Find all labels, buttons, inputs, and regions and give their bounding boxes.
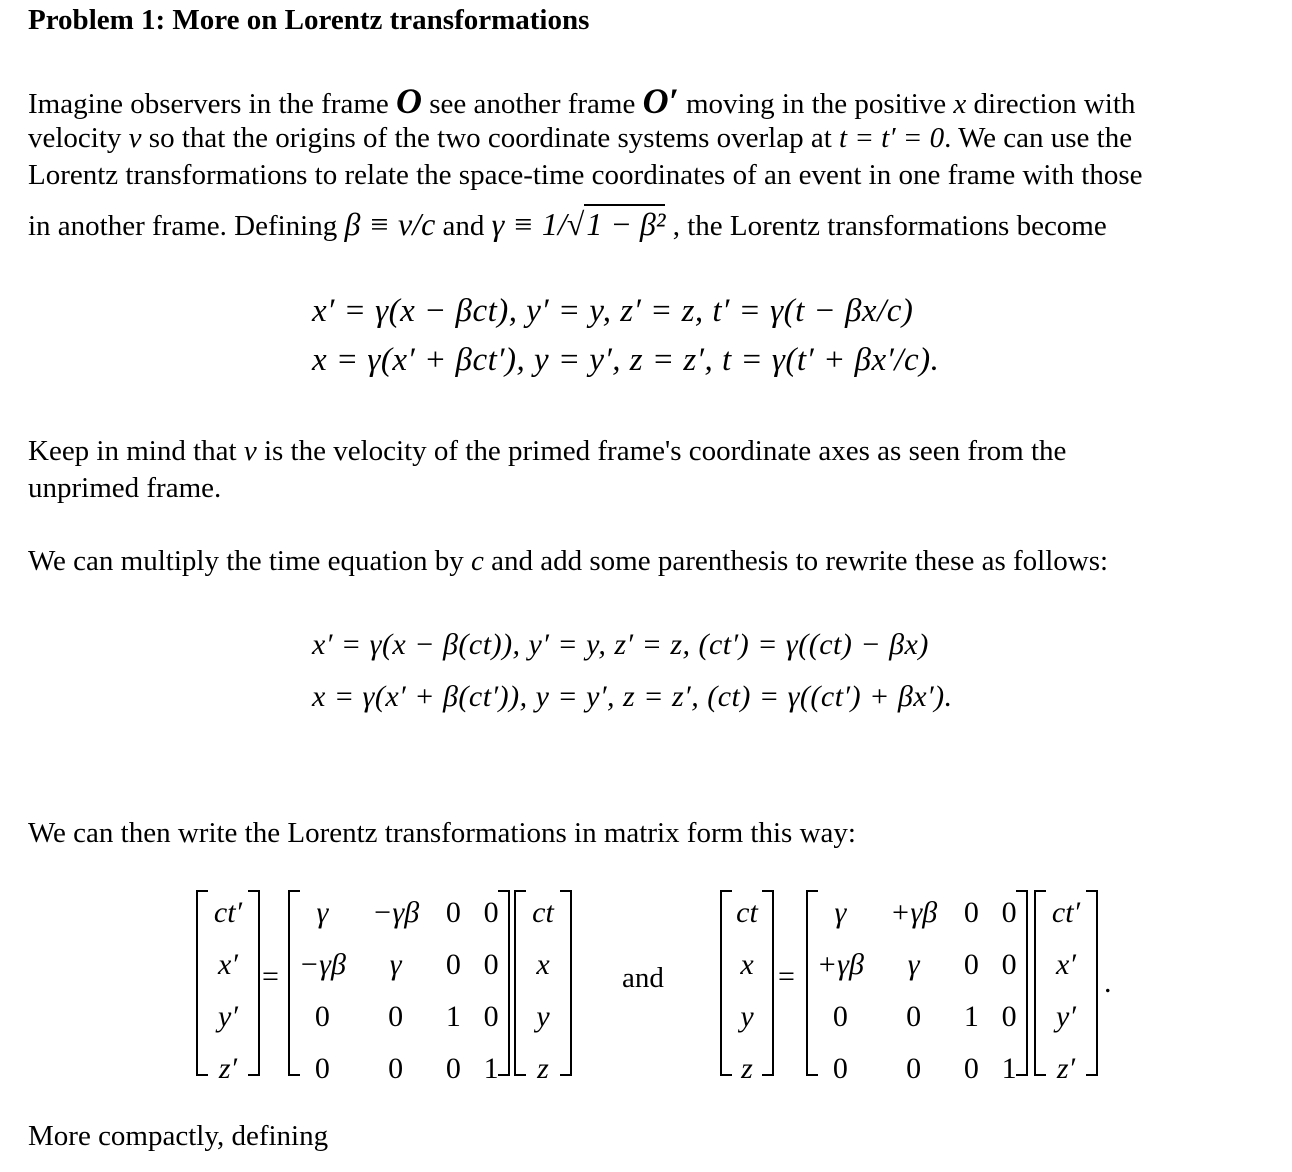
matrix-entry: γ xyxy=(316,896,329,929)
vector-entry: x xyxy=(536,948,550,981)
c-variable: c xyxy=(471,545,484,577)
frame-o-prime-symbol: O′ xyxy=(642,81,679,121)
intro-line-4 xyxy=(28,206,1107,245)
matrix-entry: 1 xyxy=(1001,1052,1017,1085)
intro-text: see another frame xyxy=(422,88,643,120)
matrix-entry: 0 xyxy=(483,948,499,981)
matrix-entry: 1 xyxy=(963,1000,979,1033)
matrix-entry: 0 xyxy=(832,1000,848,1033)
matrix-entry: 0 xyxy=(388,1000,404,1033)
intro-text: and xyxy=(435,210,492,242)
matrix-entry: −γβ xyxy=(372,896,420,929)
vector-rhs-1 xyxy=(514,890,572,1085)
keep-in-mind-line-1 xyxy=(28,433,1066,470)
matrix-entry: 0 xyxy=(906,1000,922,1033)
keep-in-mind-text: Keep in mind that xyxy=(28,435,244,467)
right-bracket xyxy=(498,890,510,1076)
closing-text: More compactly, defining xyxy=(28,1120,329,1152)
vector-rhs-2 xyxy=(1034,890,1098,1085)
vector-lhs-2 xyxy=(720,890,774,1085)
vector-entry: x′ xyxy=(1056,948,1076,981)
vector-entry: z′ xyxy=(218,1052,238,1085)
multiply-text: We can multiply the time equation by xyxy=(28,545,472,577)
matrix-entry: 1 xyxy=(445,1000,461,1033)
intro-text: Imagine observers in the frame xyxy=(28,88,396,120)
matrix-entry: −γβ xyxy=(298,948,346,981)
matrix-entry: 0 xyxy=(445,896,461,929)
vector-entry: ct xyxy=(736,896,758,929)
vector-entry: z′ xyxy=(1056,1052,1076,1085)
problem-title: Problem 1: More on Lorentz transformations xyxy=(28,4,590,36)
frame-o-symbol: O xyxy=(396,81,422,121)
vector-entry: x′ xyxy=(218,948,238,981)
intro-text: in another frame. Defining xyxy=(28,210,345,242)
matrix-entry: 0 xyxy=(906,1052,922,1085)
gamma-definition xyxy=(492,204,666,242)
lorentz-ct-equation-row-2: x = γ(x′ + β(ct′)), y = y′, z = z′, (ct) = γ((ct′) + βx′). xyxy=(312,680,953,713)
left-bracket xyxy=(720,890,732,1076)
intro-text: moving in the positive xyxy=(678,88,954,120)
lorentz-ct-equation-row-1: x′ = γ(x − β(ct)), y′ = y, z′ = z, (ct′) = γ((ct) − βx) xyxy=(312,628,929,661)
left-bracket xyxy=(514,890,526,1076)
matrix-entry: 0 xyxy=(445,1052,461,1085)
matrix-entry: 0 xyxy=(483,896,499,929)
period: . xyxy=(1104,966,1112,999)
left-bracket xyxy=(1034,890,1046,1076)
vector-entry: z xyxy=(537,1052,549,1085)
and-text: and xyxy=(622,962,664,994)
vector-entry: ct′ xyxy=(213,896,243,929)
matrix-entry: 0 xyxy=(1001,948,1017,981)
matrix-entry: 0 xyxy=(1001,896,1017,929)
sqrt-icon: √ xyxy=(566,206,585,242)
matrix-entry: γ xyxy=(907,948,920,981)
left-bracket xyxy=(806,890,818,1076)
matrix-intro: We can then write the Lorentz transformations in matrix form this way: xyxy=(28,817,856,849)
time-origin-equation: t = t′ = 0 xyxy=(839,122,945,154)
keep-in-mind-line-2: unprimed frame. xyxy=(28,472,222,504)
matrix-entry: 0 xyxy=(1001,1000,1017,1033)
multiply-text: and add some parenthesis to rewrite these as follows: xyxy=(483,545,1109,577)
gamma-definition-radicand: 1 − β² xyxy=(586,206,666,242)
intro-line-3: Lorentz transformations to relate the space-time coordinates of an event in one frame with those xyxy=(28,159,1143,191)
intro-text: . We can use the xyxy=(944,122,1133,154)
matrix-lorentz-1 xyxy=(288,890,510,1085)
matrix-entry: γ xyxy=(834,896,847,929)
matrix-entry: 0 xyxy=(314,1000,330,1033)
beta-definition: β ≡ v/c xyxy=(344,206,436,242)
x-variable: x xyxy=(953,88,967,120)
vector-entry: y′ xyxy=(1056,1000,1076,1033)
matrix-entry: 0 xyxy=(483,1000,499,1033)
vector-entry: y xyxy=(536,1000,550,1033)
right-bracket xyxy=(762,890,774,1076)
intro-text: so that the origins of the two coordinate systems overlap at xyxy=(141,122,840,154)
matrix-entry: 0 xyxy=(963,1052,979,1085)
right-bracket xyxy=(1016,890,1028,1076)
matrix-entry: 0 xyxy=(314,1052,330,1085)
matrix-entry: 1 xyxy=(483,1052,499,1085)
intro-text: velocity xyxy=(28,122,129,154)
v-variable: v xyxy=(243,435,257,467)
vector-entry: y xyxy=(740,1000,754,1033)
equals-sign: = xyxy=(262,960,279,993)
matrix-entry: 0 xyxy=(963,948,979,981)
matrix-entry: 0 xyxy=(963,896,979,929)
matrix-entry: 0 xyxy=(832,1052,848,1085)
multiply-line xyxy=(28,543,1108,580)
gamma-definition-left: γ ≡ 1/ xyxy=(491,206,567,242)
vector-lhs-1 xyxy=(196,890,260,1085)
matrix-entry: +γβ xyxy=(816,948,864,981)
right-bracket xyxy=(560,890,572,1076)
left-bracket xyxy=(288,890,300,1076)
lorentz-equation-row-2: x = γ(x′ + βct′), y = y′, z = z′, t = γ(t′ + βx′/c). xyxy=(312,342,940,378)
equals-sign: = xyxy=(778,960,795,993)
matrix-entry: γ xyxy=(389,948,402,981)
vector-entry: x xyxy=(740,948,754,981)
vector-entry: y′ xyxy=(218,1000,238,1033)
intro-text: direction with xyxy=(966,88,1136,120)
vector-entry: ct xyxy=(532,896,554,929)
left-bracket xyxy=(196,890,208,1076)
keep-in-mind-text: is the velocity of the primed frame's coordinate axes as seen from the xyxy=(256,435,1067,467)
vector-entry: ct′ xyxy=(1051,896,1081,929)
intro-line-1 xyxy=(28,83,1135,123)
intro-line-2 xyxy=(28,120,1132,157)
vector-entry: z xyxy=(741,1052,753,1085)
right-bracket xyxy=(248,890,260,1076)
matrix-entry: 0 xyxy=(445,948,461,981)
matrix-entry: +γβ xyxy=(890,896,938,929)
lorentz-equation-row-1: x′ = γ(x − βct), y′ = y, z′ = z, t′ = γ(t − βx/c) xyxy=(312,293,914,329)
intro-text: , the Lorentz transformations become xyxy=(665,210,1107,242)
matrix-lorentz-2 xyxy=(806,890,1028,1085)
right-bracket xyxy=(1086,890,1098,1076)
matrix-entry: 0 xyxy=(388,1052,404,1085)
v-variable: v xyxy=(128,122,142,154)
